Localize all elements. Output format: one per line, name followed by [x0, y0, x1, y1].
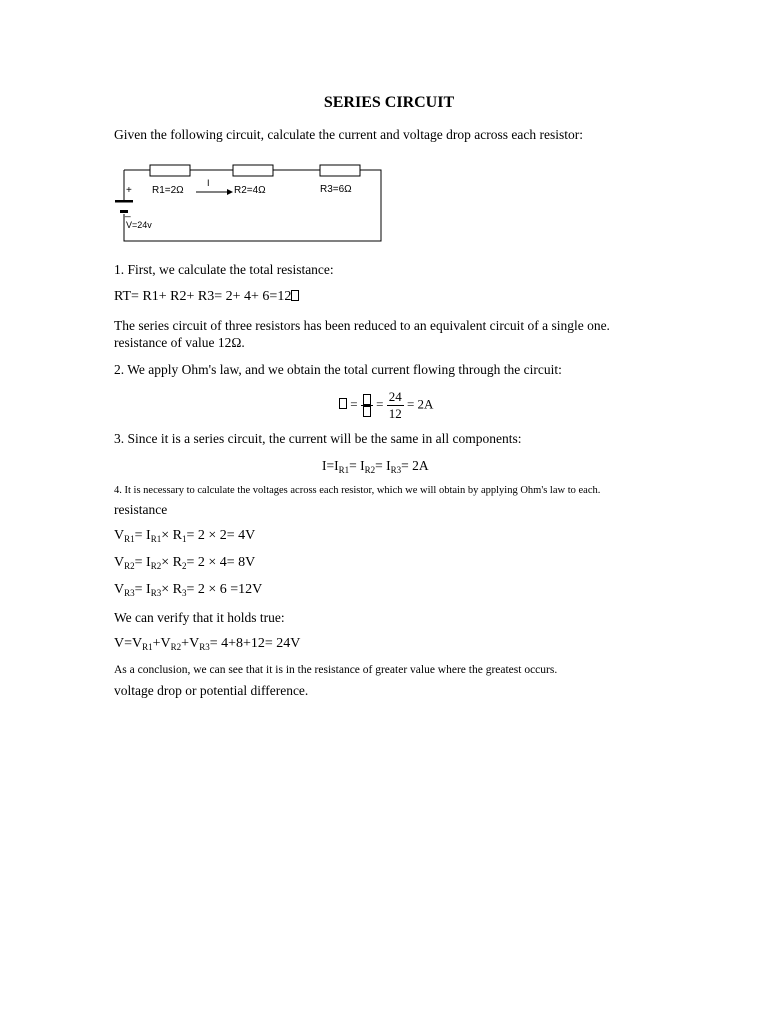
fraction-24-over-12 [387, 389, 404, 422]
label-r3: R3=6Ω [320, 184, 352, 195]
verify-text: We can verify that it holds true: [114, 610, 285, 625]
resistor-r1 [150, 165, 190, 176]
resistor-r2 [233, 165, 273, 176]
intro-text: Given the following circuit, calculate the current and voltage drop across each resistor: [114, 127, 583, 142]
ohm-formula: = = $\frac{24}{12}$ = 2A [339, 389, 433, 422]
r-placeholder-icon [363, 406, 371, 417]
ohm-result: = 2A [406, 396, 434, 412]
ohm-eq-sign: = [350, 396, 358, 412]
step2-text: 2. We apply Ohm's law, and we obtain the total current flowing through the circuit: [114, 362, 562, 377]
minus-sign: _ [125, 207, 131, 218]
conclusion-line2: voltage drop or potential difference. [114, 683, 309, 698]
circuit-diagram [112, 158, 387, 244]
vr1-equation: $V_{R1}= I_{R1}\times R_1= 2 \times 2= 4V$ [114, 528, 256, 544]
i-placeholder-icon [339, 398, 347, 409]
fraction-numerator: 24 [388, 389, 402, 404]
step3-text: 3. Since it is a series circuit, the current will be the same in all components: [114, 431, 522, 446]
rt-equation-text: RT= R1+ R2+ R3= 2+ 4+ 6=12 [114, 289, 292, 304]
step4-text: 4. It is necessary to calculate the voltages across each resistor, which we will obtain by applying Ohm's law to each. [114, 485, 601, 496]
fraction-denominator: 12 [388, 406, 402, 421]
series-text-line2: resistance of value 12Ω. [114, 335, 245, 350]
resistor-r3 [320, 165, 360, 176]
label-r2: R2=4Ω [234, 185, 266, 196]
conclusion-line1: As a conclusion, we can see that it is in the resistance of greater value where the greatest occurs. [114, 664, 558, 676]
label-current: I [207, 178, 210, 188]
circuit-wire [124, 170, 381, 241]
omega-placeholder-icon [291, 290, 299, 301]
plus-sign: + [126, 185, 132, 196]
fraction-v-over-r [361, 394, 373, 417]
series-text-line1: The series circuit of three resistors has been reduced to an equivalent circuit of a single one. [114, 318, 610, 333]
battery-plate-long [115, 200, 133, 203]
rt-equation [114, 289, 299, 305]
current-equation: $I=I_{R1}= I_{R2}= I_{R3}= 2A$ [322, 458, 429, 475]
label-voltage: V=24v [126, 220, 152, 230]
vr2-equation: $V_{R2}= I_{R2}\times R_2= 2 \times 4= 8V$ [114, 555, 256, 571]
vr3-equation: $V_{R3}= I_{R3}\times R_3= 2 \times 6 =12V$ [114, 582, 263, 598]
step1-text: 1. First, we calculate the total resistance: [114, 262, 334, 277]
voltage-sum-equation: $V=V_{R1}+V_{R2}+V_{R3}= 4+8+12= 24V$ [114, 636, 301, 652]
step4-continuation: resistance [114, 502, 168, 517]
v-placeholder-icon [363, 394, 371, 405]
page-title: SERIES CIRCUIT [323, 94, 455, 111]
arrow-head-icon [227, 189, 233, 195]
label-r1: R1=2Ω [152, 185, 184, 196]
